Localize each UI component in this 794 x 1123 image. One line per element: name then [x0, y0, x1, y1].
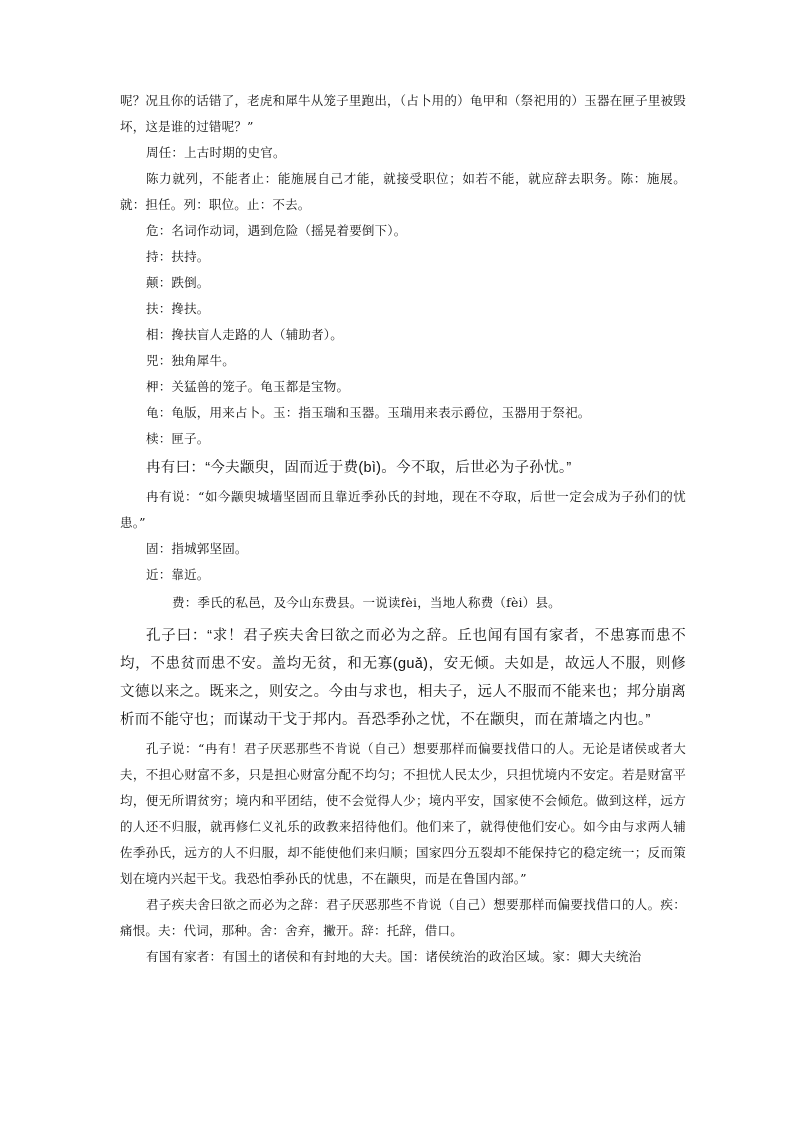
original-text-kongzi: 孔子曰：“求！君子疾夫舍曰欲之而必为之辞。丘也闻有国有家者，不患寡而患不均，不患贫而患不安。盖均无贫，和无寡(guǎ)，安无倾。夫如是，故远人不服，则修文德以来之。既来之，则安之。今由与求也，相夫子，远人不服而不能来也；邦分崩离析而不能守也；而谋动干戈于邦内。吾恐季孙之忧，不在颛臾，而在萧墙之内也。”	[120, 628, 686, 728]
annotation-xia: 柙：关猛兽的笼子。龟玉都是宝物。	[146, 379, 350, 394]
annotation-dian: 颠：跌倒。	[146, 275, 210, 290]
annotation-chenli-jiulie: 陈力就列，不能者止：能施展自己才能，就接受职位；如若不能，就应辞去职务。陈：施展。就：担任。列：职位。止：不去。	[120, 171, 686, 212]
annotation-fei: 费：季氏的私邑，及今山东费县。一说读fèi，当地人称费（fèi）县。	[172, 595, 561, 610]
annotation-xiang: 相：搀扶盲人走路的人（辅助者）。	[146, 327, 343, 342]
original-text-ranyou: 冉有曰：“今夫颛臾，固而近于费(bì)。今不取，后世必为子孙忧。”	[146, 460, 572, 476]
annotation-fu: 扶：搀扶。	[146, 301, 210, 316]
translation-continuation: 呢？况且你的话错了，老虎和犀牛从笼子里跑出，（占卜用的）龟甲和（祭祀用的）玉器在匣子里被毁坏，这是谁的过错呢？”	[120, 93, 686, 134]
annotation-zhouren: 周任：上古时期的史官。	[146, 145, 286, 160]
translation-ranyou: 冉有说：“如今颛臾城墙坚固而且靠近季孙氏的封地，现在不夺取，后世一定会成为子孙们的忧患。”	[120, 489, 686, 530]
annotation-youguo-youjia: 有国有家者：有国土的诸侯和有封地的大夫。国：诸侯统治的政治区域。家：卿大夫统治	[146, 949, 642, 964]
annotation-junzi-ji: 君子疾夫舍曰欲之而必为之辞：君子厌恶那些不肯说（自己）想要那样而偏要找借口的人。疾：痛恨。夫：代词，那种。舍：舍弃，撇开。辞：托辞，借口。	[120, 897, 686, 938]
annotation-gu: 固：指城郭坚固。	[146, 541, 248, 556]
annotation-jin: 近：靠近。	[146, 567, 210, 582]
annotation-si: 兕：独角犀牛。	[146, 353, 235, 368]
annotation-gui-yu: 龟：龟版，用来占卜。玉：指玉瑞和玉器。玉瑞用来表示爵位，玉器用于祭祀。	[146, 405, 591, 420]
document-body	[120, 88, 686, 970]
annotation-wei: 危：名词作动词，遇到危险（摇晃着要倒下）。	[146, 223, 407, 238]
annotation-du: 椟：匣子。	[146, 431, 210, 446]
annotation-chi: 持：扶持。	[146, 249, 210, 264]
translation-kongzi: 孔子说：“冉有！君子厌恶那些不肯说（自己）想要那样而偏要找借口的人。无论是诸侯或者大夫，不担心财富不多，只是担心财富分配不均匀；不担忧人民太少，只担忧境内不安定。若是财富平均，便无所谓贫穷；境内和平团结，使不会觉得人少；境内平安，国家使不会倾危。做到这样，远方的人还不归服，就再修仁义礼乐的政教来招待他们。他们来了，就得使他们安心。如今由与求两人辅佐季孙氏，远方的人不归服，却不能使他们来归顺；国家四分五裂却不能保持它的稳定统一；反而策划在境内兴起干戈。我恐怕季孙氏的忧患，不在颛臾，而是在鲁国内部。”	[120, 741, 686, 886]
